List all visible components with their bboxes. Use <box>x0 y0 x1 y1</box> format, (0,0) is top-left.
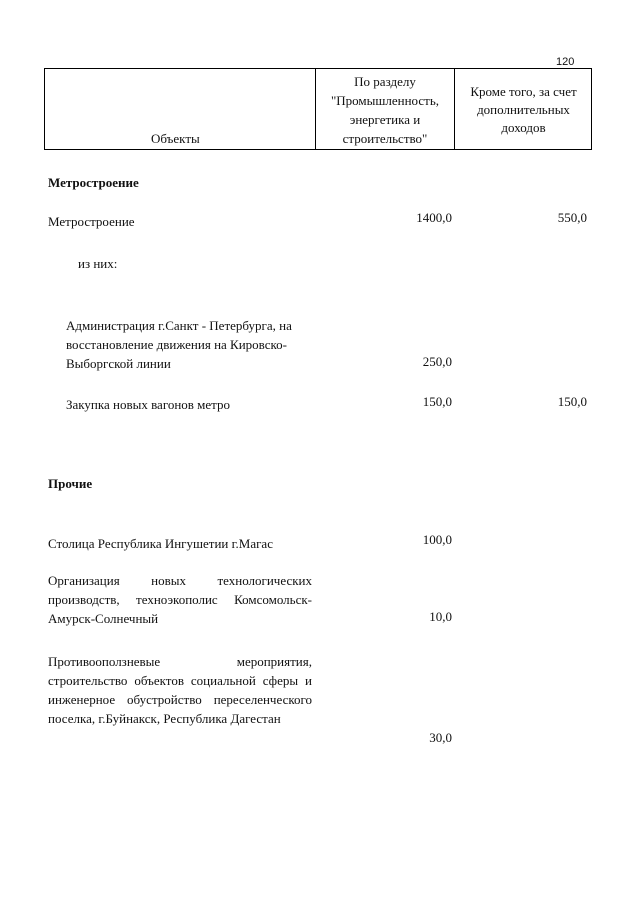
row-buinaksk-name: Противооползневые мероприятия, строительство объектов социальной сферы и инженерное обустройство переселенческого поселка, г.Буйнакск, Республика Дагестан <box>48 654 312 726</box>
row-wagons-name: Закупка новых вагонов метро <box>66 397 231 412</box>
row-wagons-value2: 150,0 <box>557 394 587 409</box>
page-number: 120 <box>556 56 575 68</box>
section-title-other: Прочие <box>48 476 93 491</box>
row-metro-name: Метростроение <box>48 214 135 229</box>
row-metro-value2: 550,0 <box>557 210 587 225</box>
row-magas-name: Столица Республика Ингушетии г.Магас <box>48 536 273 551</box>
row-techno-value1: 10,0 <box>429 609 452 624</box>
sub-label: из них: <box>78 256 118 271</box>
row-admin-value1: 250,0 <box>422 354 452 369</box>
row-techno-name: Организация новых технологических производств, техноэкополис Комсомольск-Амурск-Солнечный <box>48 573 312 626</box>
header-extra-income: Кроме того, за счет дополнительных доходов <box>470 84 577 135</box>
row-metro-value1: 1400,0 <box>416 210 452 225</box>
header-objects: Объекты <box>151 131 200 146</box>
section-title-metro: Метростроение <box>48 175 139 190</box>
row-admin-name: Администрация г.Санкт - Петербурга, на восстановление движения на Кировско-Выборгской линии <box>66 318 292 371</box>
table-header <box>44 68 592 150</box>
row-wagons-value1: 150,0 <box>422 394 452 409</box>
row-buinaksk-value1: 30,0 <box>429 730 452 745</box>
header-section: По разделу "Промышленность, энергетика и строительство" <box>330 74 440 146</box>
row-magas-value1: 100,0 <box>422 532 452 547</box>
